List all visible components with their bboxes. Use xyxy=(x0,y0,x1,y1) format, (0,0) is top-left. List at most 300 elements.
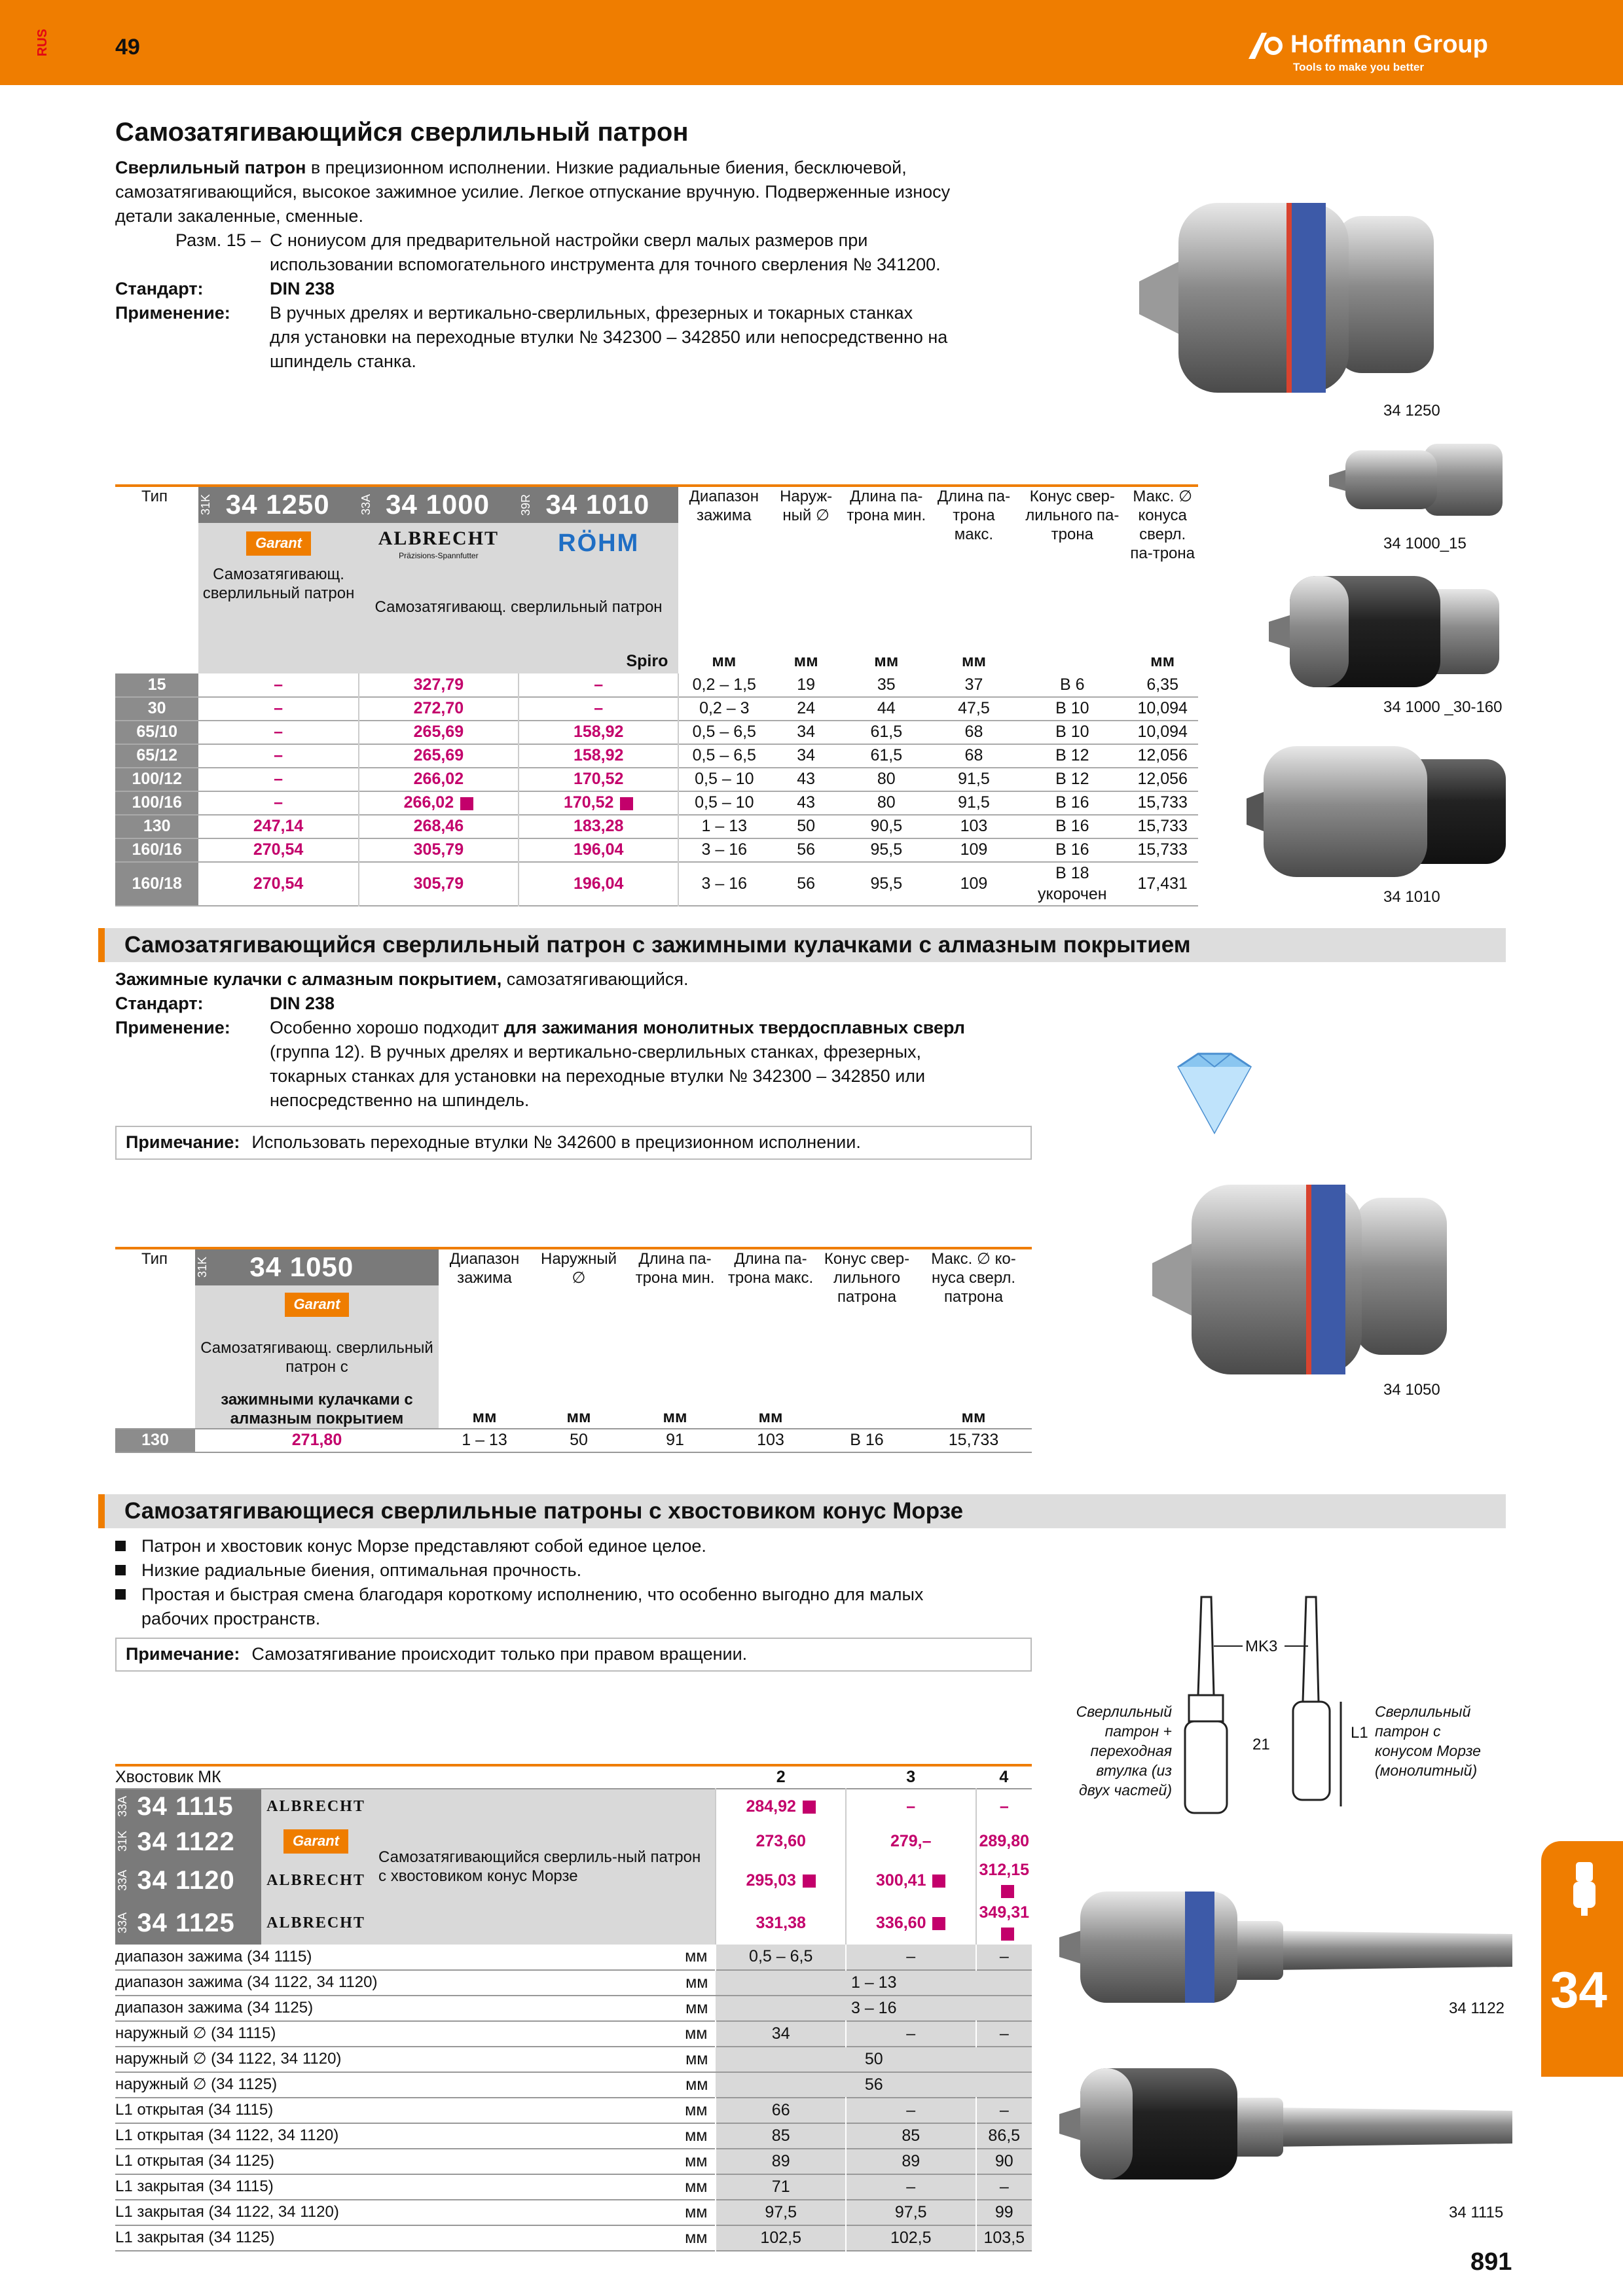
cell: 24 xyxy=(797,699,816,718)
cell: 95,5 xyxy=(870,840,903,859)
cell: B 12 xyxy=(1055,746,1089,765)
cell: 247,14 xyxy=(198,815,358,838)
type-label: Тип xyxy=(141,488,168,505)
table-row: 130 271,80 1 – 13 50 91 103 B 16 15,733 xyxy=(115,1429,1032,1452)
cell: 170,52 xyxy=(519,791,678,815)
cell: 90,5 xyxy=(870,817,903,836)
spec-row xyxy=(115,1945,1032,1970)
desc-line2: зажимными кулачками с алмазным покрытием xyxy=(195,1390,439,1429)
spec-label: диапазон зажима (34 1125) xyxy=(115,1999,314,2017)
table-morse xyxy=(115,1764,1032,2251)
unit: мм xyxy=(685,2024,708,2043)
brand-tagline: Tools to make you better xyxy=(1293,61,1424,73)
cell: 270,54 xyxy=(198,862,358,906)
cell: – xyxy=(519,673,678,697)
cell: 56 xyxy=(797,840,816,859)
spec-value: 34 xyxy=(716,2021,846,2047)
spec-value: 71 xyxy=(716,2174,846,2200)
chapter-number: 34 xyxy=(1550,1961,1607,2018)
caption-341050: 34 1050 xyxy=(1383,1381,1440,1399)
row-label: 30 xyxy=(115,697,198,721)
cell: B 10 xyxy=(1055,699,1089,718)
spec-label: L1 открытая (34 1115) xyxy=(115,2101,274,2119)
cell: 34 xyxy=(797,746,816,765)
cell: – xyxy=(198,791,358,815)
price-cell: 295,03 xyxy=(716,1859,846,1902)
spec-value: 97,5 xyxy=(846,2200,976,2225)
cell: 19 xyxy=(797,675,816,694)
col-clamp-range: Диапазон зажима xyxy=(689,488,759,524)
cell: 305,79 xyxy=(359,862,519,906)
cell: 3 – 16 xyxy=(701,874,748,893)
unit: мм xyxy=(961,1408,986,1427)
standard-label: Стандарт: xyxy=(115,994,204,1013)
unit: мм xyxy=(685,2049,708,2068)
brand-logo: Garant xyxy=(261,1824,371,1859)
section3-title: Самозатягивающиеся сверлильные патроны с хвостовиком конус Морзе xyxy=(98,1494,1506,1528)
price-cell: 289,80 xyxy=(976,1824,1032,1859)
price-cell: – xyxy=(846,1789,976,1824)
col-outer-dia: Наруж-ный ∅ xyxy=(780,488,833,524)
art-number: 34 1125 xyxy=(137,1909,235,1937)
col-len-min: Длина па-трона мин. xyxy=(635,1250,715,1287)
unit: мм xyxy=(712,652,737,671)
note-label: Примечание: xyxy=(126,1644,240,1664)
table-row xyxy=(115,815,1198,838)
product-image-341250 xyxy=(1126,190,1453,406)
table-341250 xyxy=(115,484,1198,906)
product-image-341000-30-160 xyxy=(1264,569,1512,694)
desc-line1: Самозатягивающ. сверлильный патрон с xyxy=(195,1325,439,1390)
table-row xyxy=(115,1789,1032,1824)
table-row xyxy=(115,862,1198,906)
unit: мм xyxy=(472,1408,497,1427)
cell: – xyxy=(198,697,358,721)
spec-value: 50 xyxy=(716,2047,1032,2072)
cell: 44 xyxy=(877,699,896,718)
cell: 3 – 16 xyxy=(701,840,748,859)
price-cell: 349,31 xyxy=(976,1902,1032,1945)
cell: – xyxy=(198,673,358,697)
col-len-min: Длина па-трона мин. xyxy=(847,488,926,524)
cell: 272,70 xyxy=(359,697,519,721)
unit: мм xyxy=(961,652,986,671)
caption-341115: 34 1115 xyxy=(1449,2204,1504,2221)
application-label: Применение: xyxy=(115,1018,230,1037)
intro-bold: Сверлильный патрон xyxy=(115,158,306,177)
intro-line3: детали закаленные, сменные. xyxy=(115,206,363,226)
art-code: 31K xyxy=(116,1831,129,1852)
drill-chuck-icon xyxy=(1568,1859,1601,1918)
spec-value: 99 xyxy=(976,2200,1032,2225)
cell: B 16 xyxy=(1055,840,1089,859)
spec-value: 66 xyxy=(716,2098,846,2123)
diagram-right-caption: Сверлильный патрон с конусом Морзе (монолитный) xyxy=(1375,1703,1481,1779)
cell: 68 xyxy=(964,723,983,742)
cell: 268,46 xyxy=(359,815,519,838)
col-taper: Конус свер-лильного па-трона xyxy=(1025,488,1120,543)
spec-value: 85 xyxy=(716,2123,846,2149)
spec-value: – xyxy=(846,2021,976,2047)
caption-341000-30-160: 34 1000 _30-160 xyxy=(1383,698,1503,716)
cell: 158,92 xyxy=(519,744,678,768)
price-cell: – xyxy=(976,1789,1032,1824)
cell: B 16 xyxy=(1055,793,1089,812)
spec-label: L1 закрытая (34 1115) xyxy=(115,2178,274,2196)
row-label: 160/16 xyxy=(115,838,198,862)
col-mk2: 2 xyxy=(716,1765,846,1789)
note-value: Самозатягивание происходит только при правом вращении. xyxy=(251,1644,748,1664)
cell: 305,79 xyxy=(359,838,519,862)
table-row xyxy=(115,673,1198,697)
diagram-mk3-label: MK3 xyxy=(1245,1638,1278,1655)
razm-label: Разм. 15 – xyxy=(175,230,261,250)
razm-line2: использовании вспомогательного инструмента для точного сверления № 341200. xyxy=(270,255,941,274)
rohm-brand xyxy=(519,523,678,565)
art-code: 31K xyxy=(196,1257,209,1278)
product-image-341010 xyxy=(1244,733,1519,890)
cell: 196,04 xyxy=(519,838,678,862)
spec-label: наружный ∅ (34 1122, 34 1120) xyxy=(115,2050,342,2068)
spec-value: 56 xyxy=(716,2072,1032,2098)
table-341050 xyxy=(115,1247,1032,1453)
unit: мм xyxy=(685,2228,708,2247)
section1-title: Самозатягивающийся сверлильный патрон xyxy=(115,118,689,147)
unit: мм xyxy=(566,1408,591,1427)
garant-brand xyxy=(195,1285,439,1325)
spec-value: – xyxy=(976,2021,1032,2047)
unit: мм xyxy=(1150,652,1175,671)
section2-note xyxy=(115,1126,1032,1160)
cell: 10,094 xyxy=(1137,699,1188,718)
cell: – xyxy=(198,768,358,791)
row-label: 160/18 xyxy=(115,862,198,906)
standard-value: DIN 238 xyxy=(270,279,335,298)
unit: мм xyxy=(793,652,818,671)
spec-value: – xyxy=(976,2098,1032,2123)
cell: 43 xyxy=(797,793,816,812)
table-row xyxy=(115,768,1198,791)
spec-value: 102,5 xyxy=(846,2225,976,2251)
art-number: 34 1115 xyxy=(137,1792,234,1821)
caption-341010: 34 1010 xyxy=(1383,888,1440,906)
price-cell: 273,60 xyxy=(716,1824,846,1859)
col-len-max: Длина па-трона макс. xyxy=(727,1250,814,1287)
new-marker-icon xyxy=(932,1917,945,1930)
art-code: 39R xyxy=(519,493,533,516)
cell: 0,5 – 6,5 xyxy=(692,723,756,742)
cell: 0,2 – 1,5 xyxy=(692,675,756,694)
price-cell: 300,41 xyxy=(846,1859,976,1902)
intro-rest: самозатягивающийся. xyxy=(501,969,689,989)
spec-value: 103,5 xyxy=(976,2225,1032,2251)
brand-logo: ALBRECHT xyxy=(261,1789,371,1824)
row-label: 65/12 xyxy=(115,744,198,768)
art-number: 34 1120 xyxy=(137,1866,235,1895)
cell: – xyxy=(519,697,678,721)
price-cell: 331,38 xyxy=(716,1902,846,1945)
spec-label: L1 открытая (34 1122, 34 1120) xyxy=(115,2126,339,2145)
standard-label: Стандарт: xyxy=(115,279,204,298)
section2-title: Самозатягивающийся сверлильный патрон с зажимными кулачками с алмазным покрытием xyxy=(98,928,1506,962)
art-number: 34 1050 xyxy=(249,1251,354,1282)
unit: мм xyxy=(685,2126,708,2145)
note-label: Примечание: xyxy=(126,1132,240,1153)
brand-name: Hoffmann Group xyxy=(1290,31,1488,58)
cell: B 6 xyxy=(1060,675,1085,694)
diagram-21-label: 21 xyxy=(1252,1736,1270,1753)
cell: 12,056 xyxy=(1137,770,1188,789)
unit: мм xyxy=(685,2075,708,2094)
spec-label: L1 закрытая (34 1125) xyxy=(115,2229,275,2247)
unit xyxy=(818,1390,915,1429)
new-marker-icon xyxy=(803,1801,816,1814)
cell: 327,79 xyxy=(359,673,519,697)
bullet-2: Низкие радиальные биения, оптимальная прочность. xyxy=(115,1558,1065,1583)
cell: 43 xyxy=(797,770,816,789)
product-image-341115 xyxy=(1054,2062,1525,2186)
intro-rest: в прецизионном исполнении. Низкие радиальные биения, бесключевой, xyxy=(306,158,907,177)
garant-brand xyxy=(198,523,358,565)
cell: 37 xyxy=(964,675,983,694)
cell: 15,733 xyxy=(1137,817,1188,836)
diamond-icon xyxy=(1165,1047,1264,1139)
row-label: 65/10 xyxy=(115,721,198,744)
spec-row xyxy=(115,2225,1032,2251)
desc-341250: Самозатягивающ. сверлильный патрон xyxy=(198,565,358,650)
desc-341000: Самозатягивающ. сверлильный патрон xyxy=(359,565,679,650)
art-341125[interactable] xyxy=(115,1902,261,1945)
product-image-341122 xyxy=(1054,1885,1525,2009)
cell: 183,28 xyxy=(519,815,678,838)
hoffmann-logo-icon xyxy=(1247,30,1283,60)
spec-value: 1 – 13 xyxy=(716,1970,1032,1996)
intro-line2: самозатягивающийся, высокое зажимное усилие. Легкое отпускание вручную. Подверженные износу xyxy=(115,182,951,202)
spec-row xyxy=(115,2149,1032,2174)
spec-value: – xyxy=(846,2174,976,2200)
spec-row xyxy=(115,2098,1032,2123)
spec-row xyxy=(115,2174,1032,2200)
new-marker-icon xyxy=(1001,1928,1014,1941)
spec-value: 90 xyxy=(976,2149,1032,2174)
spec-label: наружный ∅ (34 1125) xyxy=(115,2075,278,2094)
cell: 196,04 xyxy=(519,862,678,906)
bullet-1: Патрон и хвостовик конус Морзе представляют собой единое целое. xyxy=(115,1534,1065,1558)
cell: 91,5 xyxy=(958,770,990,789)
spec-row xyxy=(115,2123,1032,2149)
cell: 170,52 xyxy=(519,768,678,791)
unit: мм xyxy=(758,1408,783,1427)
spec-label: наружный ∅ (34 1115) xyxy=(115,2024,276,2043)
cell: 68 xyxy=(964,746,983,765)
cell: 61,5 xyxy=(870,723,903,742)
spec-value: 102,5 xyxy=(716,2225,846,2251)
table-row xyxy=(115,791,1198,815)
spec-value: 89 xyxy=(846,2149,976,2174)
cell: – xyxy=(198,744,358,768)
caption-341000-15: 34 1000_15 xyxy=(1383,535,1467,552)
cell: 6,35 xyxy=(1146,675,1178,694)
spec-value: 89 xyxy=(716,2149,846,2174)
art-code: 33A xyxy=(359,494,373,516)
page-number-top: 49 xyxy=(115,35,140,60)
col-max-dia: Макс. ∅ ко-нуса сверл. патрона xyxy=(931,1250,1016,1306)
art-341000[interactable] xyxy=(359,486,519,523)
art-code: 33A xyxy=(116,1912,129,1934)
albrecht-subtitle: Präzisions-Spannfutter xyxy=(399,551,479,561)
garant-logo: Garant xyxy=(246,531,311,556)
cell: 91,5 xyxy=(958,793,990,812)
spec-row xyxy=(115,2021,1032,2047)
garant-logo: Garant xyxy=(285,1293,350,1317)
app-line3: шпиндель станка. xyxy=(270,351,416,371)
product-image-341050 xyxy=(1139,1172,1467,1388)
spec-row xyxy=(115,1970,1032,1996)
cell: 0,5 – 10 xyxy=(695,770,754,789)
spec-label: диапазон зажима (34 1115) xyxy=(115,1947,312,1965)
row-label: 100/16 xyxy=(115,791,198,815)
cell: 80 xyxy=(877,793,896,812)
spec-value: 85 xyxy=(846,2123,976,2149)
table-row xyxy=(115,697,1198,721)
spec-row xyxy=(115,2072,1032,2098)
cell: 109 xyxy=(960,840,988,859)
col-mk3: 3 xyxy=(846,1765,976,1789)
spec-row xyxy=(115,1996,1032,2021)
col-outer-dia: Наружный ∅ xyxy=(541,1250,617,1287)
cell: 0,5 – 6,5 xyxy=(692,746,756,765)
unit: мм xyxy=(874,652,899,671)
art-number: 34 1010 xyxy=(545,489,650,520)
art-341250[interactable] xyxy=(198,486,358,523)
unit: мм xyxy=(685,1973,708,1992)
unit: мм xyxy=(685,1998,708,2017)
cell: 47,5 xyxy=(958,699,990,718)
morse-description: Самозатягивающийся сверлиль-ный патрон с хвостовиком конус Морзе xyxy=(371,1789,716,1945)
spec-value: 3 – 16 xyxy=(716,1996,1032,2021)
cell: 95,5 xyxy=(870,874,903,893)
cell: B 16 xyxy=(1055,817,1089,836)
art-341010[interactable] xyxy=(519,486,678,523)
spec-value: 97,5 xyxy=(716,2200,846,2225)
cell: 17,431 xyxy=(1137,874,1188,893)
cell: B 12 xyxy=(1055,770,1089,789)
caption-341122: 34 1122 xyxy=(1449,2000,1504,2017)
new-marker-icon xyxy=(803,1874,816,1888)
table-row xyxy=(115,721,1198,744)
section2-intro: Зажимные кулачки с алмазным покрытием, самозатягивающийся. Стандарт: DIN 238 Применение: Особенно хорошо подходит для зажимания монолитных твердосплавных сверл (группа 12). В ручных дрелях и вертикально-сверлильных станках, фрезерных, токарных станках для установки на переходные втулки № 342300 – 342850 или непосредственно на шпиндель. xyxy=(115,967,1065,1113)
section1-intro xyxy=(115,156,1032,374)
cell: 103 xyxy=(960,817,988,836)
art-341050[interactable] xyxy=(195,1248,439,1285)
cell: 12,056 xyxy=(1137,746,1188,765)
unit: мм xyxy=(685,1947,708,1966)
cell: 50 xyxy=(797,817,816,836)
brand-logo[interactable] xyxy=(1247,29,1488,61)
art-341120[interactable] xyxy=(115,1859,261,1902)
type-label: Тип xyxy=(141,1250,168,1268)
spec-value: – xyxy=(976,2174,1032,2200)
cell: 61,5 xyxy=(870,746,903,765)
cell: 265,69 xyxy=(359,744,519,768)
col-len-max: Длина па-трона макс. xyxy=(937,488,1011,543)
cell: 80 xyxy=(877,770,896,789)
cell: B 10 xyxy=(1055,723,1089,742)
cell: 1 – 13 xyxy=(701,817,748,836)
price-cell: 336,60 xyxy=(846,1902,976,1945)
section3-note xyxy=(115,1638,1032,1672)
rohm-logo: RÖHM xyxy=(558,529,640,557)
col-max-dia: Макс. ∅ конуса сверл. па-трона xyxy=(1130,488,1195,562)
price-cell: 312,15 xyxy=(976,1859,1032,1902)
new-marker-icon xyxy=(460,797,473,810)
spec-label: L1 закрытая (34 1122, 34 1120) xyxy=(115,2203,339,2221)
bullet-3: Простая и быстрая смена благодаря короткому исполнению, что особенно выгодно для малых рабочих пространств. xyxy=(115,1583,1065,1631)
diagram-l1-label: L1 xyxy=(1351,1724,1368,1742)
cell: 0,2 – 3 xyxy=(699,699,750,718)
price-cell: 279,– xyxy=(846,1824,976,1859)
art-number: 34 1000 xyxy=(386,489,490,520)
col-taper: Конус свер-лильного патрона xyxy=(824,1250,910,1306)
art-number: 34 1122 xyxy=(137,1827,235,1856)
row-label: 15 xyxy=(115,673,198,697)
albrecht-brand xyxy=(359,523,519,565)
note-value: Использовать переходные втулки № 342600 в прецизионном исполнении. xyxy=(251,1132,861,1153)
section3-bullets xyxy=(115,1534,1065,1631)
shank-header-label: Хвостовик МК xyxy=(115,1765,716,1789)
app-line2: для установки на переходные втулки № 342300 – 342850 или непосредственно на xyxy=(270,327,948,347)
product-image-341000-15 xyxy=(1326,437,1516,522)
cell: B 18 укорочен xyxy=(1038,863,1107,904)
spiro-label: Spiro xyxy=(519,650,678,673)
new-marker-icon xyxy=(620,797,633,810)
art-code: 33A xyxy=(116,1869,129,1892)
art-code: 33A xyxy=(116,1795,129,1818)
caption-341250: 34 1250 xyxy=(1383,402,1440,420)
spec-row xyxy=(115,2200,1032,2225)
application-label: Применение: xyxy=(115,303,230,323)
albrecht-logo: ALBRECHT xyxy=(378,528,500,550)
art-341115[interactable] xyxy=(115,1789,261,1824)
cell: 266,02 xyxy=(359,768,519,791)
spec-row xyxy=(115,2047,1032,2072)
spec-value: – xyxy=(846,1945,976,1970)
unit xyxy=(1017,650,1127,673)
razm-line1: С нониусом для предварительной настройки сверл малых размеров при xyxy=(270,230,868,250)
col-mk4: 4 xyxy=(976,1765,1032,1789)
price-cell: 284,92 xyxy=(716,1789,846,1824)
unit: мм xyxy=(685,2100,708,2119)
table-row xyxy=(115,744,1198,768)
cell: – xyxy=(198,721,358,744)
brand-logo: ALBRECHT xyxy=(261,1902,371,1945)
cell: 109 xyxy=(960,874,988,893)
cell: 158,92 xyxy=(519,721,678,744)
spec-value: 0,5 – 6,5 xyxy=(716,1945,846,1970)
spec-value: 86,5 xyxy=(976,2123,1032,2149)
cell: 34 xyxy=(797,723,816,742)
art-code: 31K xyxy=(199,494,213,516)
intro-bold: Зажимные кулачки с алмазным покрытием, xyxy=(115,969,502,989)
cell: 35 xyxy=(877,675,896,694)
brand-logo: ALBRECHT xyxy=(261,1859,371,1902)
spec-value: – xyxy=(976,1945,1032,1970)
cell: 270,54 xyxy=(198,838,358,862)
col-clamp-range: Диапазон зажима xyxy=(449,1250,520,1287)
art-341122[interactable] xyxy=(115,1824,261,1859)
cell: 56 xyxy=(797,874,816,893)
language-code: RUS xyxy=(35,29,50,57)
